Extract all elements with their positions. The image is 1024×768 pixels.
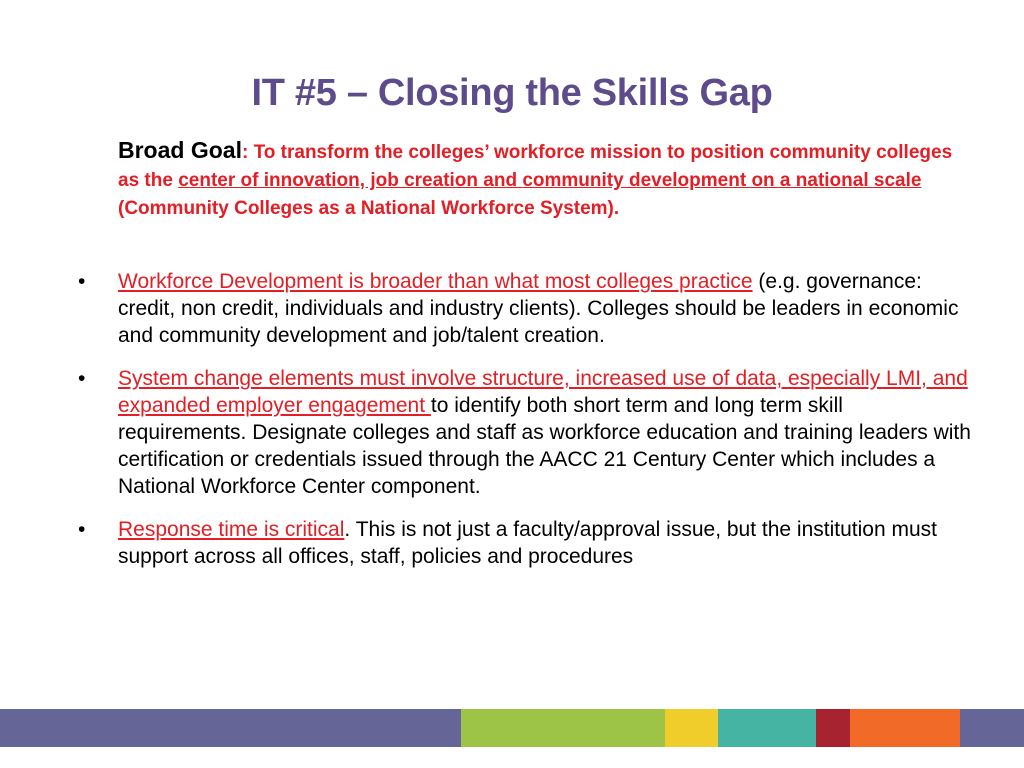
footer-color-bar (0, 709, 1024, 747)
footer-bar-segment (0, 709, 461, 747)
bullet-text: (e.g. governance: credit, non credit, individuals and industry clients). Colleges should be leaders in economic and community development and job/talent creation. (118, 270, 959, 347)
goal-text-1: To transform the colleges’ workforce mission to position community colleges as the (118, 142, 953, 191)
footer-bar-segment (816, 709, 850, 747)
bullet-marker: • (78, 367, 86, 390)
broad-goal (118, 136, 978, 223)
bullet-item (72, 516, 972, 570)
goal-colon: : (241, 142, 249, 163)
footer-bar-segment (665, 709, 718, 747)
footer-bar-segment (461, 709, 665, 747)
bullet-text: to identify both short term and long term skill requirements. Designate colleges and staff as workforce education and training leaders with certification or credentials issued through the AACC 21 Century Center which includes a National Workforce Center component. (118, 394, 971, 498)
bullet-text: . This is not just a faculty/approval issue, but the institution must support across all offices, staff, policies and procedures (118, 518, 937, 568)
bullet-marker: • (78, 270, 86, 293)
footer-bar-segment (718, 709, 816, 747)
bullet-emphasis: Response time is critical (118, 518, 345, 541)
goal-label: Broad Goal (118, 137, 242, 163)
bullet-marker: • (78, 518, 86, 541)
bullet-emphasis: Workforce Development is broader than what most colleges practice (118, 270, 753, 293)
goal-text-underlined: center of innovation, job creation and community development on a national scale (178, 170, 922, 191)
slide-title: IT #5 – Closing the Skills Gap (251, 72, 773, 114)
bullet-list (72, 268, 972, 586)
bullet-item (72, 365, 972, 500)
goal-text-2: (Community Colleges as a National Workforce System). (118, 198, 620, 219)
footer-bar-segment (960, 709, 1024, 747)
bullet-emphasis: System change elements must involve structure, increased use of data, especially LMI, and expanded employer engagement (118, 367, 968, 417)
bullet-item (72, 268, 972, 349)
footer-bar-segment (850, 709, 960, 747)
